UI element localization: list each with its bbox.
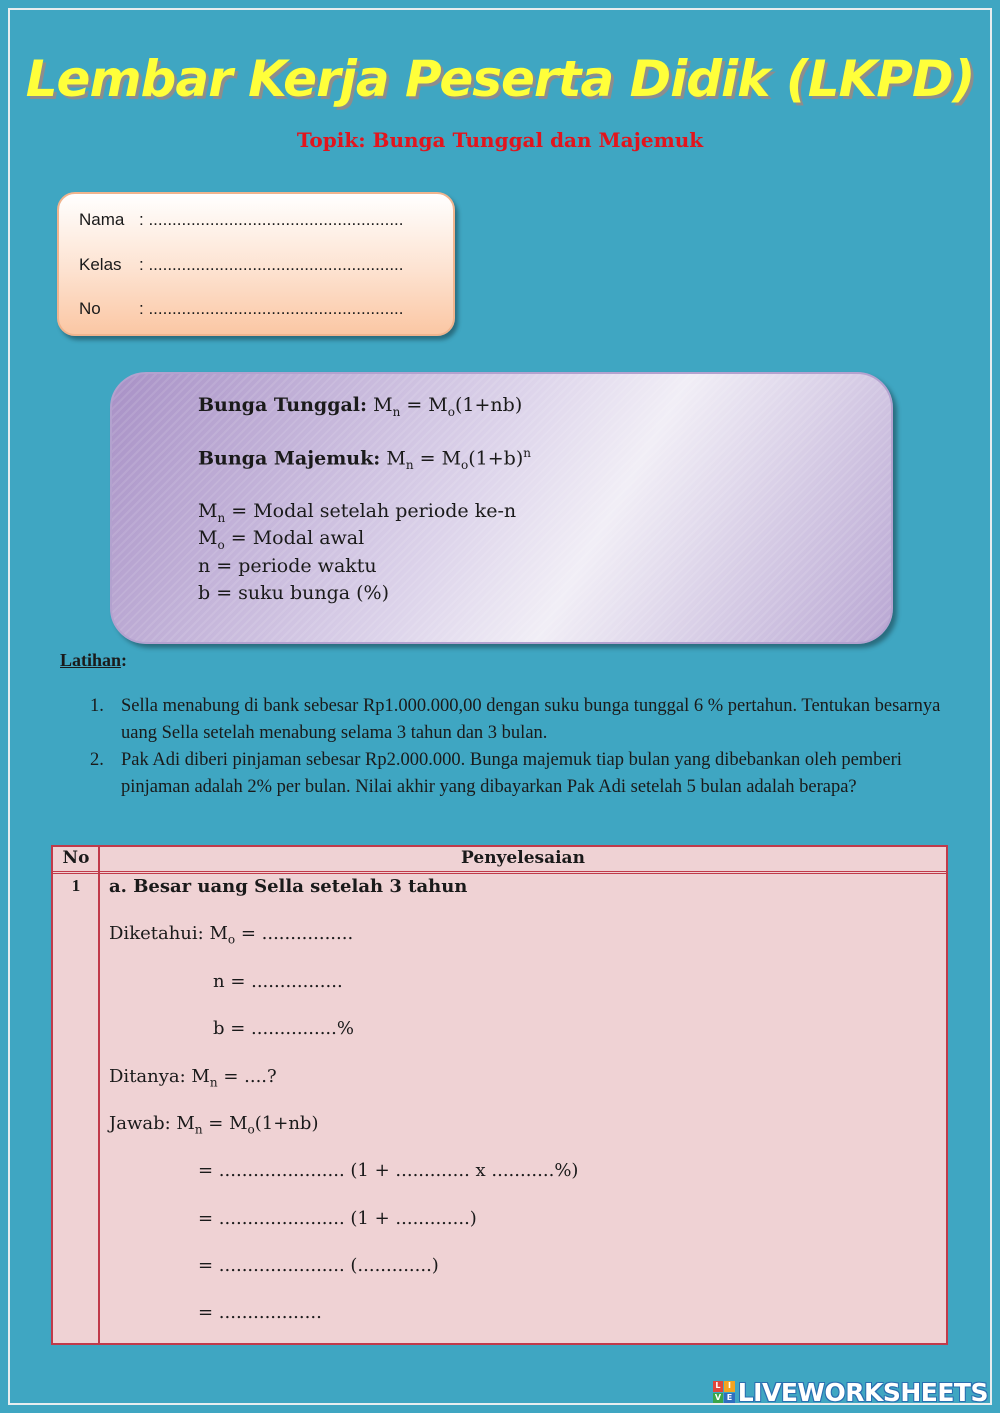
answer-table xyxy=(51,845,948,1345)
definition-n: n = periode waktu xyxy=(198,555,377,577)
simple-interest-formula: Bunga Tunggal: $M_n = M_o(1+nb)$ xyxy=(198,394,523,419)
question-number: 2. xyxy=(90,750,104,770)
name-label: Nama xyxy=(79,210,125,229)
step-3-line[interactable]: = ...................... (.............) xyxy=(198,1255,439,1276)
class-row[interactable] xyxy=(79,255,404,275)
asked-line: Ditanya: $M_n$ = ....? xyxy=(109,1066,277,1090)
definition-b: b = suku bunga (%) xyxy=(198,582,389,604)
question-text: Pak Adi diberi pinjaman sebesar Rp2.000.000. Bunga majemuk tiap bulan yang dibebankan oleh pemberi pinjaman adalah 2% per bulan. Nilai akhir yang dibayarkan Pak Adi setelah 5 bulan adalah berapa? xyxy=(121,750,902,797)
part-a-heading: a. Besar uang Sella setelah 3 tahun xyxy=(109,876,468,897)
definition-mn: $M_n$ = Modal setelah periode ke-n xyxy=(198,500,517,525)
number-field[interactable]: : ...................................................... xyxy=(139,299,404,318)
step-4-line[interactable]: = .................. xyxy=(198,1302,322,1323)
known-b-line[interactable]: b = ...............% xyxy=(213,1018,354,1039)
name-row[interactable] xyxy=(79,210,404,230)
known-n-line[interactable]: n = ................ xyxy=(213,971,343,992)
column-divider xyxy=(98,847,100,1343)
topic-subtitle: Topik: Bunga Tunggal dan Majemuk xyxy=(296,128,704,152)
question-number: 1. xyxy=(90,696,104,716)
formula-box xyxy=(110,372,893,644)
table-header xyxy=(53,847,946,874)
row-number: 1 xyxy=(71,876,81,895)
number-row[interactable] xyxy=(79,299,404,319)
class-label: Kelas xyxy=(79,255,122,274)
step-1-line[interactable]: = ...................... (1 + ............. x ...........%) xyxy=(198,1160,579,1181)
class-field[interactable]: : ...................................................... xyxy=(139,255,404,274)
liveworksheets-brand xyxy=(713,1377,988,1407)
known-mo-line[interactable]: Diketahui: $M_o$ = ................ xyxy=(109,923,354,947)
question-item xyxy=(90,747,945,801)
page-title: Lembar Kerja Peserta Didik (LKPD) xyxy=(25,50,975,108)
name-field[interactable]: : ...................................................... xyxy=(139,210,404,229)
liveworksheets-wordmark: LIVEWORKSHEETS xyxy=(737,1377,988,1407)
identity-box xyxy=(57,192,455,336)
question-list xyxy=(90,693,945,801)
question-text: Sella menabung di bank sebesar Rp1.000.000,00 dengan suku bunga tunggal 6 % pertahun. Tentukan besarnya uang Sella setelah menabung selama 3 tahun dan 3 bulan. xyxy=(121,696,941,743)
compound-interest-formula: Bunga Majemuk: $M_n = M_o(1+b)^n$ xyxy=(198,446,531,473)
header-solution: Penyelesaian xyxy=(461,848,585,868)
liveworksheets-logo-icon: L I V E xyxy=(713,1381,735,1403)
number-label: No xyxy=(79,299,101,318)
answer-formula-line: Jawab: $M_n = M_o(1+nb)$ xyxy=(109,1113,319,1137)
latihan-heading: Latihan: xyxy=(60,650,128,670)
definition-mo: $M_o$ = Modal awal xyxy=(198,527,365,552)
step-2-line[interactable]: = ...................... (1 + .............) xyxy=(198,1208,477,1229)
question-item xyxy=(90,693,945,747)
header-no: No xyxy=(62,848,90,868)
